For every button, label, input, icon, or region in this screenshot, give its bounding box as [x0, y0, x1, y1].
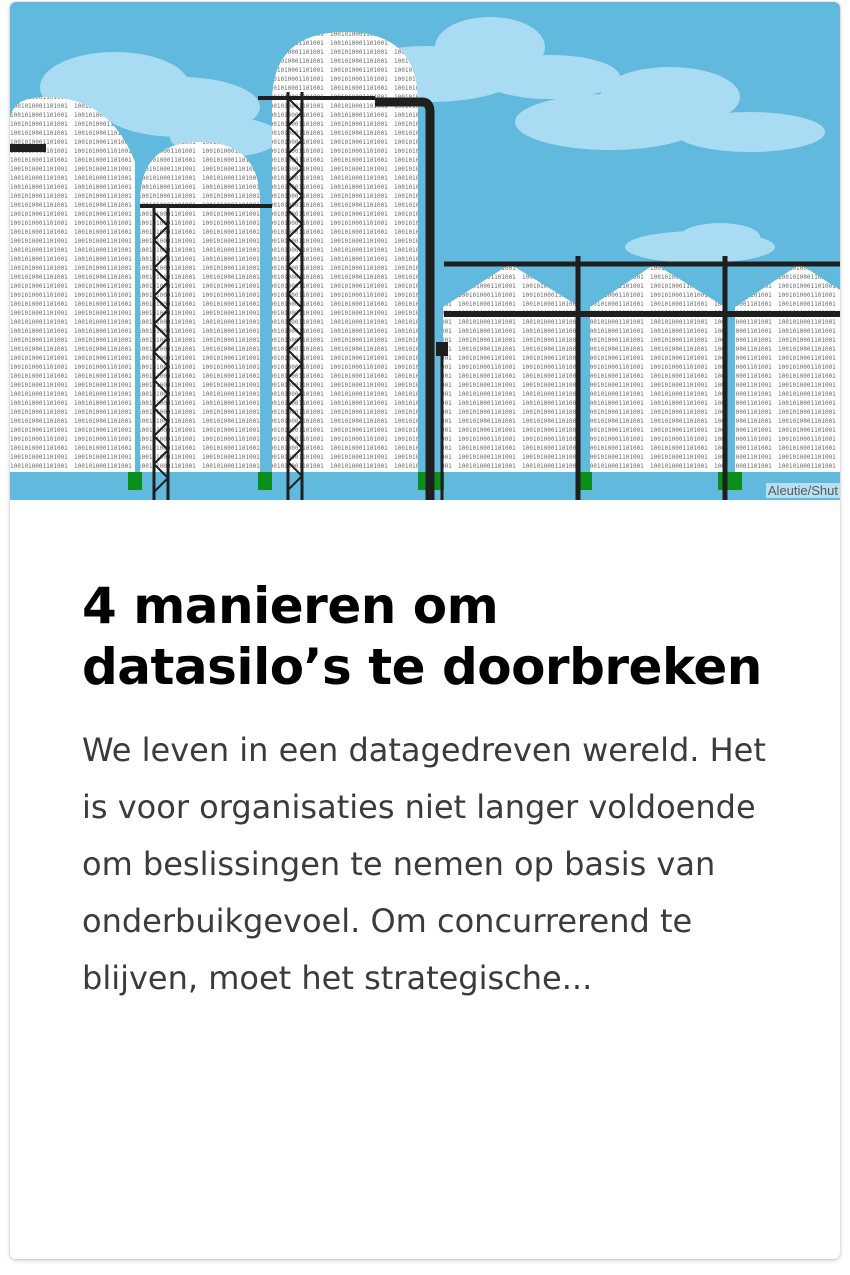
article-title[interactable]: 4 manieren om datasilo’s te doorbreken	[82, 577, 762, 696]
article-image[interactable]	[10, 2, 840, 500]
image-credit: Aleutie/Shut	[767, 483, 838, 498]
article-card[interactable]	[10, 2, 840, 1259]
datasilo-illustration	[10, 2, 840, 500]
article-excerpt: We leven in een datagedreven wereld. Het is voor organisaties niet langer voldoende om beslissingen te nemen op basis van onderbuikgevoel. Om concurrerend te blijven, moet het strategische...	[82, 731, 766, 997]
gable-silos	[443, 264, 840, 472]
article-body	[82, 576, 782, 1007]
